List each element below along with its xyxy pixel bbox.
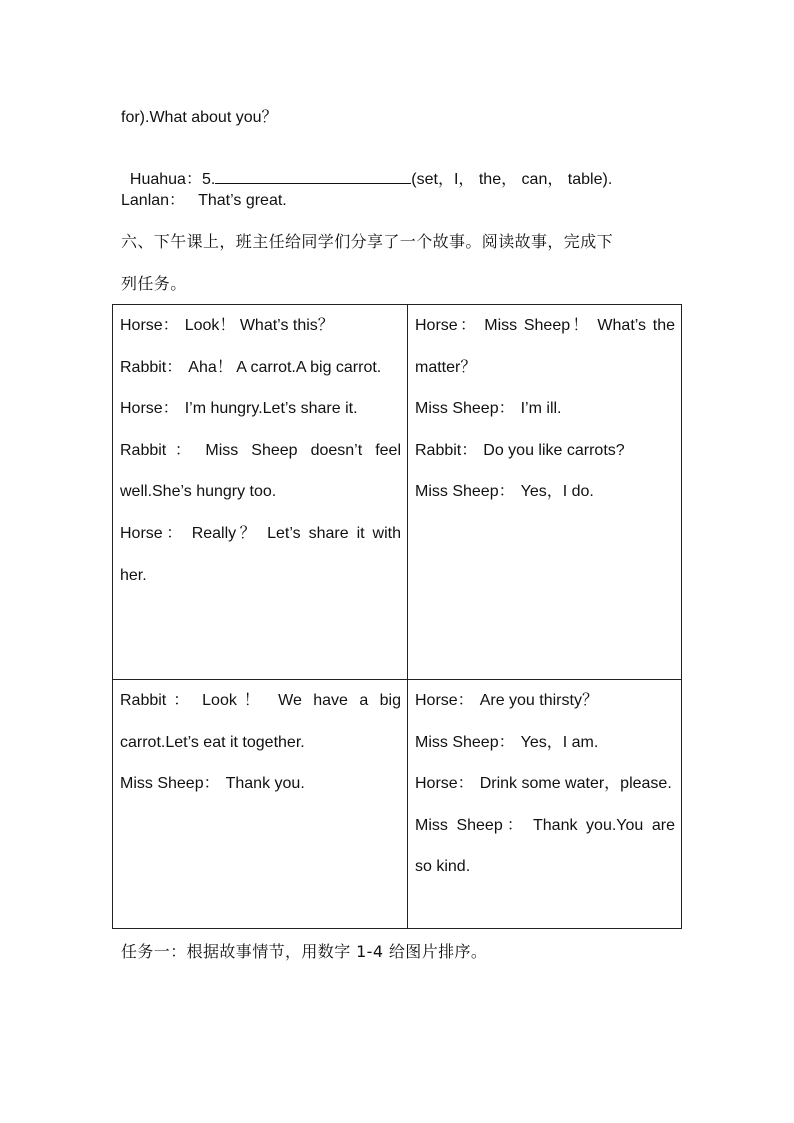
speech: Aha！ A carrot.A big carrot.	[188, 358, 382, 376]
dialogue-line	[415, 763, 675, 805]
speech: Do you like carrots?	[483, 441, 625, 459]
dialogue-line	[120, 347, 401, 389]
story-cell-2	[408, 305, 682, 680]
word-hint: (set，I， the， can， table).	[411, 171, 613, 188]
dialogue-line	[415, 388, 675, 430]
dialogue-line	[120, 763, 401, 805]
speaker: Rabbit：	[120, 441, 200, 459]
speaker: Horse：	[120, 524, 186, 542]
dialogue-line	[120, 430, 401, 513]
speaker: Horse：	[415, 317, 479, 334]
speaker: Rabbit：	[415, 441, 478, 459]
story-row-1	[113, 305, 682, 680]
huahua-prefix: Huahua：5.	[129, 171, 216, 188]
speech: Miss Sheep！ What’s the matter？	[415, 317, 675, 376]
speech: Yes，I am.	[520, 733, 599, 751]
speaker: Horse：	[415, 692, 474, 709]
dialogue-line	[120, 680, 401, 763]
dialogue-line	[120, 305, 401, 347]
story-cell-1	[113, 305, 408, 680]
dialogue-line	[415, 305, 675, 388]
intro-line-2	[121, 149, 612, 190]
speaker: Miss Sheep：	[415, 816, 527, 834]
speaker: Rabbit：	[120, 692, 197, 709]
story-table	[112, 304, 682, 929]
speaker: Miss Sheep：	[415, 483, 515, 501]
answer-blank-5[interactable]	[215, 169, 411, 184]
dialogue-line	[415, 471, 675, 513]
dialogue-line	[415, 805, 675, 888]
speech: Are you thirsty？	[479, 692, 598, 709]
story-cell-3	[113, 680, 408, 929]
intro-line-1: for).What about you？	[121, 109, 278, 126]
dialogue-line	[415, 680, 675, 722]
speaker: Horse：	[415, 775, 474, 793]
speaker: Rabbit：	[120, 358, 183, 376]
speaker: Miss Sheep：	[415, 733, 515, 751]
story-cell-4	[408, 680, 682, 929]
task-1-instruction: 任务一：根据故事情节，用数字 1-4 给图片排序。	[121, 942, 488, 961]
speech: Look！ What’s this？	[184, 317, 334, 334]
speech: I’m ill.	[520, 400, 562, 418]
story-row-2	[113, 680, 682, 929]
speaker: Miss Sheep：	[415, 400, 515, 418]
dialogue-line	[120, 388, 401, 430]
speech: Thank you.	[225, 775, 305, 793]
dialogue-line	[415, 430, 675, 472]
speech: Look！ We have a big carrot.Let’s eat it together.	[120, 692, 401, 751]
speaker: Miss Sheep：	[120, 775, 220, 793]
speech: Miss Sheep doesn’t feel well.She’s hungry too.	[120, 441, 401, 501]
dialogue-line	[415, 722, 675, 764]
speaker: Horse：	[120, 400, 179, 418]
speech: Yes，I do.	[520, 483, 594, 501]
section-title: 六、下午课上，班主任给同学们分享了一个故事。阅读故事，完成下	[121, 232, 614, 251]
speaker: Horse：	[120, 317, 179, 334]
section-title-cont: 列任务。	[121, 274, 187, 293]
speech: Drink some water，please.	[479, 775, 672, 793]
intro-line-3: Lanlan： That’s great.	[121, 192, 287, 209]
dialogue-line	[120, 513, 401, 596]
speech: I’m hungry.Let’s share it.	[184, 400, 358, 418]
speech: Really？ Let’s share it with her.	[120, 524, 401, 584]
speech: Thank you.You are so kind.	[415, 816, 675, 876]
